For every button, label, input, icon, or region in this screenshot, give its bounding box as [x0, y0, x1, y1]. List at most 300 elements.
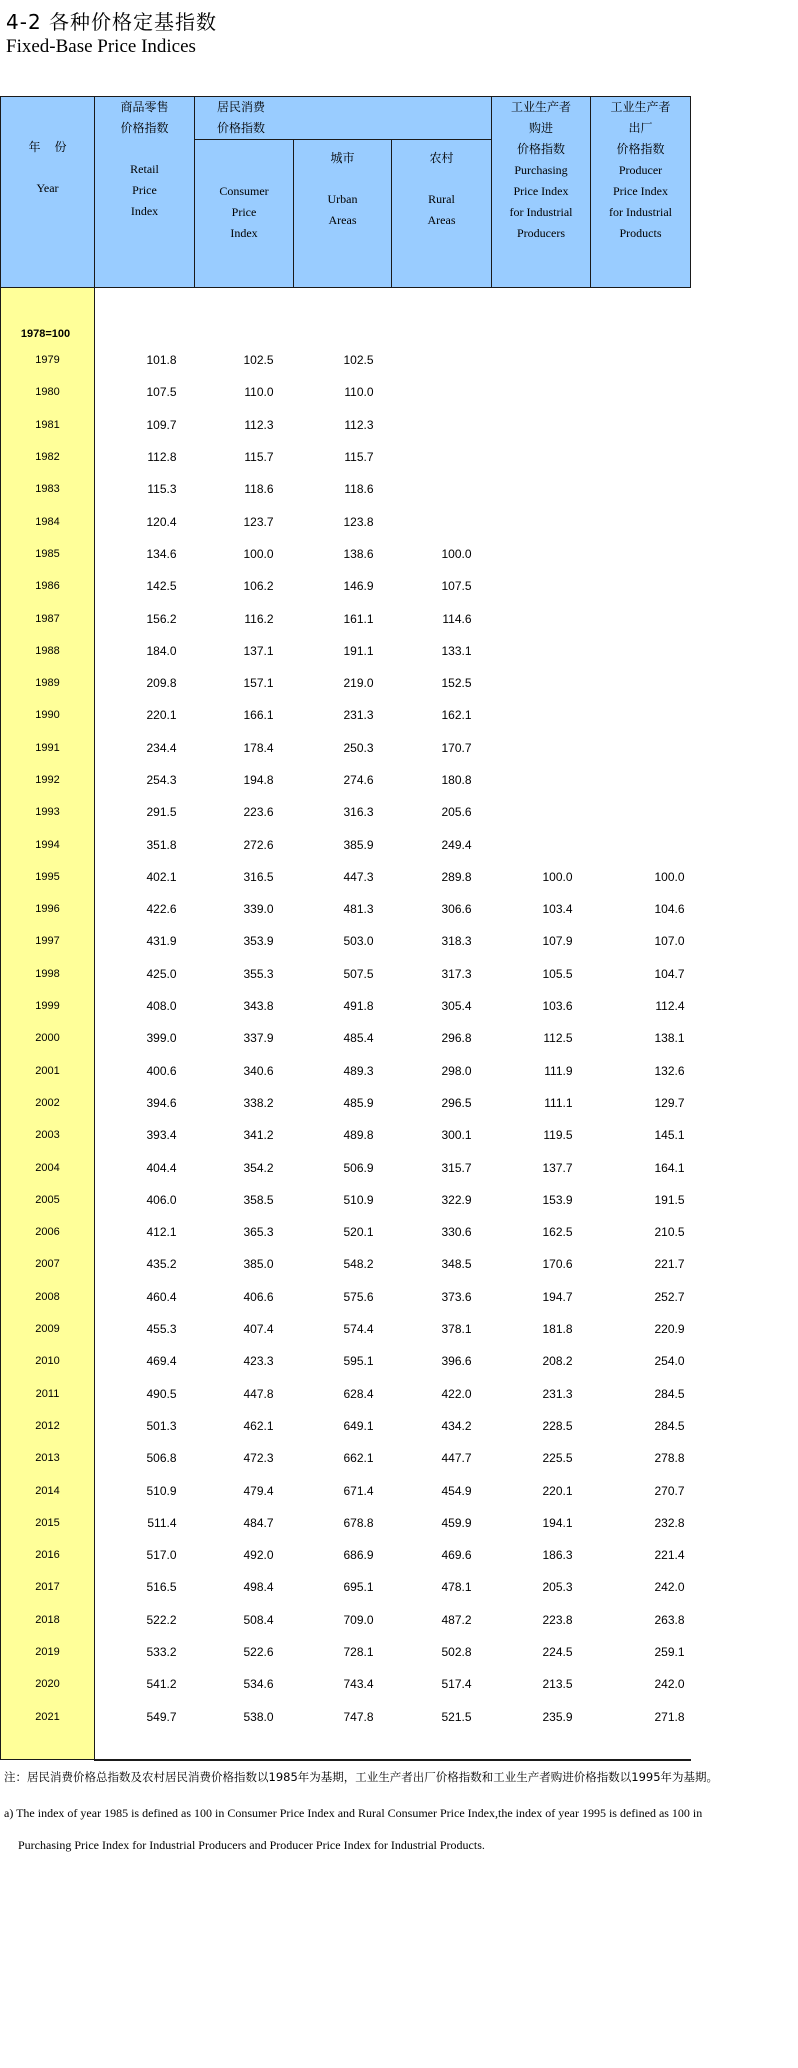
year-cell: 2016: [1, 1539, 95, 1571]
producer-cell: 242.0: [654, 1677, 685, 1692]
header-year-cn: 年份: [28, 140, 81, 154]
table-bottom-row: [1, 1733, 691, 1760]
table-row: [1, 1313, 691, 1345]
producer-cell: 132.6: [654, 1063, 685, 1078]
header-year-en: Year: [36, 181, 59, 195]
rural-cell: 249.4: [441, 837, 472, 852]
cpi-cell: 337.9: [243, 1031, 274, 1046]
rural-cell: 315.7: [441, 1160, 472, 1175]
year-cell: 1997: [1, 925, 95, 957]
purchasing-cell: 153.9: [542, 1192, 573, 1207]
cpi-cell: 106.2: [243, 579, 274, 594]
rural-cell: 478.1: [441, 1580, 472, 1595]
rural-cell: 454.9: [441, 1483, 472, 1498]
producer-cell: [591, 344, 691, 376]
urban-cell: 102.5: [343, 353, 374, 368]
year-cell: 2003: [1, 1119, 95, 1151]
cpi-cell: 407.4: [243, 1322, 274, 1337]
table-row: [1, 1281, 691, 1313]
header-urban: [294, 140, 392, 288]
purchasing-cell: 107.9: [542, 934, 573, 949]
year-cell: 1995: [1, 861, 95, 893]
producer-cell: 104.6: [654, 902, 685, 917]
rural-cell: 322.9: [441, 1192, 472, 1207]
table-row: [1, 958, 691, 990]
header-cpi-en: Consumer Price Index: [219, 184, 269, 240]
rural-cell: 305.4: [441, 999, 472, 1014]
table-row: [1, 1345, 691, 1377]
footnote-english-line1: a) The index of year 1985 is defined as 100 in Consumer Price Index and Rural Consumer Price Index,the index of year 1995 is defined as 100 in: [4, 1806, 703, 1820]
table-row: [1, 344, 691, 376]
cpi-cell: 123.7: [243, 514, 274, 529]
purchasing-cell: 103.4: [542, 902, 573, 917]
producer-cell: [591, 667, 691, 699]
retail-cell: 455.3: [146, 1322, 177, 1337]
year-cell: 2002: [1, 1087, 95, 1119]
producer-cell: 221.7: [654, 1257, 685, 1272]
producer-cell: [591, 538, 691, 570]
retail-cell: 156.2: [146, 611, 177, 626]
purchasing-cell: [492, 344, 591, 376]
cpi-cell: 341.2: [243, 1128, 274, 1143]
urban-cell: 678.8: [343, 1515, 374, 1530]
producer-cell: 242.0: [654, 1580, 685, 1595]
page-title-english: Fixed-Base Price Indices: [6, 36, 196, 57]
rural-cell: 180.8: [441, 773, 472, 787]
header-year: [1, 97, 95, 288]
producer-cell: 210.5: [654, 1225, 685, 1240]
year-cell: 2018: [1, 1604, 95, 1636]
urban-cell: 250.3: [343, 740, 374, 755]
urban-cell: 595.1: [343, 1354, 374, 1369]
table-row: [1, 1184, 691, 1216]
rural-cell: 434.2: [441, 1418, 472, 1433]
retail-cell: 412.1: [146, 1225, 177, 1240]
purchasing-cell: [492, 667, 591, 699]
retail-cell: 501.3: [146, 1418, 177, 1433]
table-row: [1, 828, 691, 860]
producer-cell: 271.8: [654, 1709, 685, 1724]
retail-cell: 142.5: [146, 579, 177, 594]
retail-cell: 510.9: [146, 1483, 177, 1498]
purchasing-cell: [492, 505, 591, 537]
retail-cell: 400.6: [146, 1063, 177, 1078]
cpi-cell: 355.3: [243, 966, 274, 981]
retail-cell: 435.2: [146, 1257, 177, 1272]
purchasing-cell: 228.5: [542, 1418, 573, 1433]
year-cell: 2019: [1, 1636, 95, 1668]
cpi-cell: 353.9: [243, 934, 274, 949]
table-row: [1, 796, 691, 828]
year-cell: 1993: [1, 796, 95, 828]
purchasing-cell: [492, 732, 591, 764]
purchasing-cell: 194.7: [542, 1289, 573, 1304]
rural-cell: 317.3: [441, 966, 472, 981]
cpi-cell: 316.5: [243, 869, 274, 884]
cpi-cell: 115.7: [244, 450, 274, 465]
cpi-cell: 538.0: [243, 1709, 274, 1724]
urban-cell: 485.4: [343, 1031, 374, 1046]
producer-cell: 254.0: [654, 1354, 685, 1369]
producer-cell: [591, 764, 691, 796]
purchasing-cell: 231.3: [542, 1386, 573, 1401]
urban-cell: 274.6: [343, 773, 374, 787]
rural-cell: 422.0: [441, 1386, 472, 1401]
rural-cell: 373.6: [441, 1289, 472, 1304]
header-producer-cn: 工业生产者 出厂 价格指数: [610, 100, 671, 156]
urban-cell: 520.1: [343, 1225, 374, 1240]
retail-cell: 399.0: [146, 1031, 177, 1046]
producer-cell: [591, 828, 691, 860]
retail-cell: 351.8: [146, 837, 177, 852]
retail-cell: 101.8: [146, 353, 177, 368]
table-row: [1, 1668, 691, 1700]
table-row: [1, 925, 691, 957]
purchasing-cell: [492, 409, 591, 441]
purchasing-cell: 111.9: [544, 1063, 573, 1078]
table-row: [1, 505, 691, 537]
cpi-cell: 423.3: [243, 1354, 274, 1369]
table-row: [1, 1216, 691, 1248]
purchasing-cell: [492, 796, 591, 828]
year-cell: 2013: [1, 1442, 95, 1474]
table-row: [1, 1700, 691, 1732]
retail-cell: 425.0: [146, 966, 177, 981]
purchasing-cell: 223.8: [542, 1612, 573, 1627]
year-cell: 1979: [1, 344, 95, 376]
rural-cell: [392, 505, 492, 537]
producer-cell: 112.4: [655, 999, 685, 1014]
retail-cell: 107.5: [146, 385, 177, 400]
purchasing-cell: 170.6: [542, 1257, 573, 1272]
rural-cell: [392, 441, 492, 473]
producer-cell: [591, 441, 691, 473]
producer-cell: 278.8: [654, 1451, 685, 1466]
header-purchasing: [492, 97, 591, 288]
year-cell: 1990: [1, 699, 95, 731]
purchasing-cell: 103.6: [542, 999, 573, 1014]
urban-cell: 138.6: [343, 546, 374, 561]
rural-cell: 330.6: [441, 1225, 472, 1240]
table-row: [1, 635, 691, 667]
year-cell: 1998: [1, 958, 95, 990]
cpi-cell: 339.0: [243, 902, 274, 917]
retail-cell: 522.2: [146, 1612, 177, 1627]
retail-cell: 120.4: [146, 514, 177, 529]
rural-cell: 447.7: [441, 1451, 472, 1466]
cpi-cell: 157.1: [243, 676, 274, 691]
table-row: [1, 1087, 691, 1119]
retail-cell: 533.2: [146, 1645, 177, 1660]
header-rural-cn: 农村: [429, 151, 454, 165]
urban-cell: 743.4: [343, 1677, 374, 1692]
rural-cell: 348.5: [441, 1257, 472, 1272]
table-row: [1, 538, 691, 570]
table-header: [1, 97, 691, 288]
producer-cell: 100.0: [654, 869, 685, 884]
urban-cell: 686.9: [343, 1548, 374, 1563]
producer-cell: [591, 409, 691, 441]
year-cell: 2017: [1, 1571, 95, 1603]
purchasing-cell: [492, 376, 591, 408]
header-cpi-group: [195, 97, 492, 140]
year-cell: 2006: [1, 1216, 95, 1248]
rural-cell: 300.1: [441, 1128, 472, 1143]
urban-cell: 510.9: [343, 1192, 374, 1207]
page-title-chinese: 4-2 各种价格定基指数: [6, 10, 218, 34]
urban-cell: 191.1: [343, 643, 374, 658]
urban-cell: 747.8: [343, 1709, 374, 1724]
table-row: [1, 473, 691, 505]
header-retail-en: Retail Price Index: [130, 162, 159, 218]
year-cell: 1994: [1, 828, 95, 860]
producer-cell: 284.5: [654, 1386, 685, 1401]
purchasing-cell: 208.2: [542, 1354, 573, 1369]
header-retail-cn: 商品零售 价格指数: [120, 100, 169, 135]
rural-cell: 298.0: [441, 1063, 472, 1078]
purchasing-cell: [492, 828, 591, 860]
urban-cell: 110.0: [344, 385, 374, 400]
producer-cell: [591, 376, 691, 408]
cpi-cell: 354.2: [243, 1160, 274, 1175]
retail-cell: 254.3: [146, 773, 177, 787]
table-row: [1, 1378, 691, 1410]
year-cell: 2010: [1, 1345, 95, 1377]
retail-cell: 234.4: [146, 740, 177, 755]
table-row: [1, 1604, 691, 1636]
urban-cell: 548.2: [343, 1257, 374, 1272]
rural-cell: 502.8: [441, 1645, 472, 1660]
year-cell: 2001: [1, 1055, 95, 1087]
cpi-cell: 100.0: [243, 546, 274, 561]
urban-cell: 112.3: [344, 417, 374, 432]
footnote-chinese: 注：居民消费价格总指数及农村居民消费价格指数以1985年为基期，工业生产者出厂价格指数和工业生产者购进价格指数以1995年为基期。: [4, 1770, 719, 1784]
urban-cell: 161.1: [343, 611, 374, 626]
cpi-cell: 118.6: [244, 482, 274, 497]
purchasing-cell: 162.5: [542, 1225, 573, 1240]
year-cell: 1999: [1, 990, 95, 1022]
year-cell: 2020: [1, 1668, 95, 1700]
purchasing-cell: [492, 635, 591, 667]
year-cell: 1981: [1, 409, 95, 441]
urban-cell: 219.0: [343, 676, 374, 691]
header-cpi-group-cn: 居民消费 价格指数: [217, 100, 266, 135]
cpi-cell: 343.8: [243, 999, 274, 1014]
producer-cell: 129.7: [654, 1095, 685, 1110]
cpi-cell: 223.6: [243, 805, 274, 820]
purchasing-cell: 194.1: [542, 1515, 573, 1530]
purchasing-cell: [492, 764, 591, 796]
cpi-cell: 484.7: [243, 1515, 274, 1530]
urban-cell: 118.6: [344, 482, 374, 497]
year-cell: 1984: [1, 505, 95, 537]
rural-cell: 133.1: [441, 643, 472, 658]
cpi-cell: 102.5: [243, 353, 274, 368]
cpi-cell: 365.3: [243, 1225, 274, 1240]
retail-cell: 404.4: [146, 1160, 177, 1175]
urban-cell: 728.1: [343, 1645, 374, 1660]
urban-cell: 123.8: [343, 514, 374, 529]
rural-cell: 289.8: [441, 869, 472, 884]
retail-cell: 408.0: [146, 999, 177, 1014]
producer-cell: 145.1: [654, 1128, 685, 1143]
cpi-cell: 447.8: [243, 1386, 274, 1401]
cpi-cell: 116.2: [244, 611, 274, 626]
table-row: [1, 409, 691, 441]
urban-cell: 503.0: [343, 934, 374, 949]
purchasing-cell: 205.3: [542, 1580, 573, 1595]
producer-cell: 164.1: [654, 1160, 685, 1175]
cpi-cell: 522.6: [243, 1645, 274, 1660]
urban-cell: 671.4: [343, 1483, 374, 1498]
cpi-cell: 385.0: [243, 1257, 274, 1272]
header-producer: [591, 97, 691, 288]
year-cell: 1996: [1, 893, 95, 925]
rural-cell: [392, 376, 492, 408]
table-row: [1, 1571, 691, 1603]
purchasing-cell: 181.8: [542, 1322, 573, 1337]
retail-cell: 220.1: [146, 708, 177, 723]
base-year-text: 1978=100: [20, 328, 71, 340]
header-rural: [392, 140, 492, 288]
producer-cell: 252.7: [654, 1289, 685, 1304]
purchasing-cell: 100.0: [542, 869, 573, 884]
cpi-cell: 340.6: [243, 1063, 274, 1078]
base-year-label: [1, 288, 95, 345]
purchasing-cell: [492, 473, 591, 505]
retail-cell: 549.7: [146, 1709, 177, 1724]
purchasing-cell: [492, 602, 591, 634]
rural-cell: 306.6: [441, 902, 472, 917]
retail-cell: 109.7: [146, 417, 177, 432]
header-retail: [95, 97, 195, 288]
purchasing-cell: 112.5: [543, 1031, 573, 1046]
table-row: [1, 861, 691, 893]
table-body: [1, 288, 691, 1760]
producer-cell: 104.7: [654, 966, 685, 981]
retail-cell: 517.0: [146, 1548, 177, 1563]
retail-cell: 134.6: [146, 546, 177, 561]
purchasing-cell: 105.5: [542, 966, 573, 981]
retail-cell: 431.9: [146, 934, 177, 949]
table-row: [1, 1636, 691, 1668]
producer-cell: 107.0: [654, 934, 685, 949]
producer-cell: [591, 473, 691, 505]
rural-cell: 517.4: [441, 1677, 472, 1692]
producer-cell: 220.9: [654, 1322, 685, 1337]
retail-cell: 112.8: [147, 450, 177, 465]
table-row: [1, 893, 691, 925]
cpi-cell: 472.3: [243, 1451, 274, 1466]
retail-cell: 406.0: [146, 1192, 177, 1207]
table-row: [1, 441, 691, 473]
header-rural-en: Rural Areas: [427, 192, 456, 227]
rural-cell: 318.3: [441, 934, 472, 949]
urban-cell: 507.5: [343, 966, 374, 981]
purchasing-cell: [492, 570, 591, 602]
urban-cell: 695.1: [343, 1580, 374, 1595]
retail-cell: 490.5: [146, 1386, 177, 1401]
cpi-cell: 498.4: [243, 1580, 274, 1595]
retail-cell: 516.5: [146, 1580, 177, 1595]
table-row: [1, 570, 691, 602]
urban-cell: 447.3: [343, 869, 374, 884]
rural-cell: 100.0: [441, 546, 472, 561]
header-urban-en: Urban Areas: [327, 192, 358, 227]
table-row: [1, 667, 691, 699]
retail-cell: 291.5: [146, 805, 177, 820]
rural-cell: 459.9: [441, 1515, 472, 1530]
cpi-cell: 338.2: [243, 1095, 274, 1110]
urban-cell: 485.9: [343, 1095, 374, 1110]
urban-cell: 574.4: [343, 1322, 374, 1337]
producer-cell: [591, 732, 691, 764]
header-producer-en: Producer Price Index for Industrial Products: [609, 163, 672, 240]
purchasing-cell: [492, 538, 591, 570]
table-row: [1, 732, 691, 764]
year-cell: 1991: [1, 732, 95, 764]
producer-cell: [591, 602, 691, 634]
rural-cell: 487.2: [441, 1612, 472, 1627]
producer-cell: 259.1: [654, 1645, 685, 1660]
price-index-table: [0, 96, 691, 1761]
table-row: [1, 1248, 691, 1280]
rural-cell: 205.6: [441, 805, 472, 820]
rural-cell: 378.1: [441, 1322, 472, 1337]
retail-cell: 393.4: [146, 1128, 177, 1143]
urban-cell: 709.0: [343, 1612, 374, 1627]
rural-cell: [392, 409, 492, 441]
table-row: [1, 1119, 691, 1151]
retail-cell: 422.6: [146, 902, 177, 917]
year-cell: 1988: [1, 635, 95, 667]
base-year-row: [1, 288, 691, 345]
purchasing-cell: 225.5: [542, 1451, 573, 1466]
urban-cell: 575.6: [343, 1289, 374, 1304]
cpi-cell: 194.8: [243, 773, 274, 787]
retail-cell: 394.6: [146, 1095, 177, 1110]
urban-cell: 662.1: [343, 1451, 374, 1466]
year-cell: 2009: [1, 1313, 95, 1345]
table-row: [1, 1474, 691, 1506]
purchasing-cell: [492, 441, 591, 473]
rural-cell: 107.5: [441, 579, 472, 594]
purchasing-cell: 186.3: [542, 1548, 573, 1563]
producer-cell: 232.8: [654, 1515, 685, 1530]
purchasing-cell: [492, 699, 591, 731]
purchasing-cell: 137.7: [542, 1160, 573, 1175]
rural-cell: 114.6: [442, 611, 472, 626]
retail-cell: 115.3: [147, 482, 177, 497]
year-cell: 2021: [1, 1700, 95, 1732]
purchasing-cell: 213.5: [542, 1677, 573, 1692]
cpi-cell: 534.6: [243, 1677, 274, 1692]
year-cell: 1982: [1, 441, 95, 473]
urban-cell: 489.3: [343, 1063, 374, 1078]
year-cell: 1983: [1, 473, 95, 505]
producer-cell: [591, 570, 691, 602]
year-cell: 2005: [1, 1184, 95, 1216]
urban-cell: 146.9: [343, 579, 374, 594]
producer-cell: 221.4: [654, 1548, 685, 1563]
purchasing-cell: 111.1: [544, 1095, 573, 1110]
year-cell: 2011: [1, 1378, 95, 1410]
retail-cell: 506.8: [146, 1451, 177, 1466]
purchasing-cell: 220.1: [542, 1483, 573, 1498]
producer-cell: 138.1: [654, 1031, 685, 1046]
cpi-cell: 508.4: [243, 1612, 274, 1627]
year-cell: 1992: [1, 764, 95, 796]
